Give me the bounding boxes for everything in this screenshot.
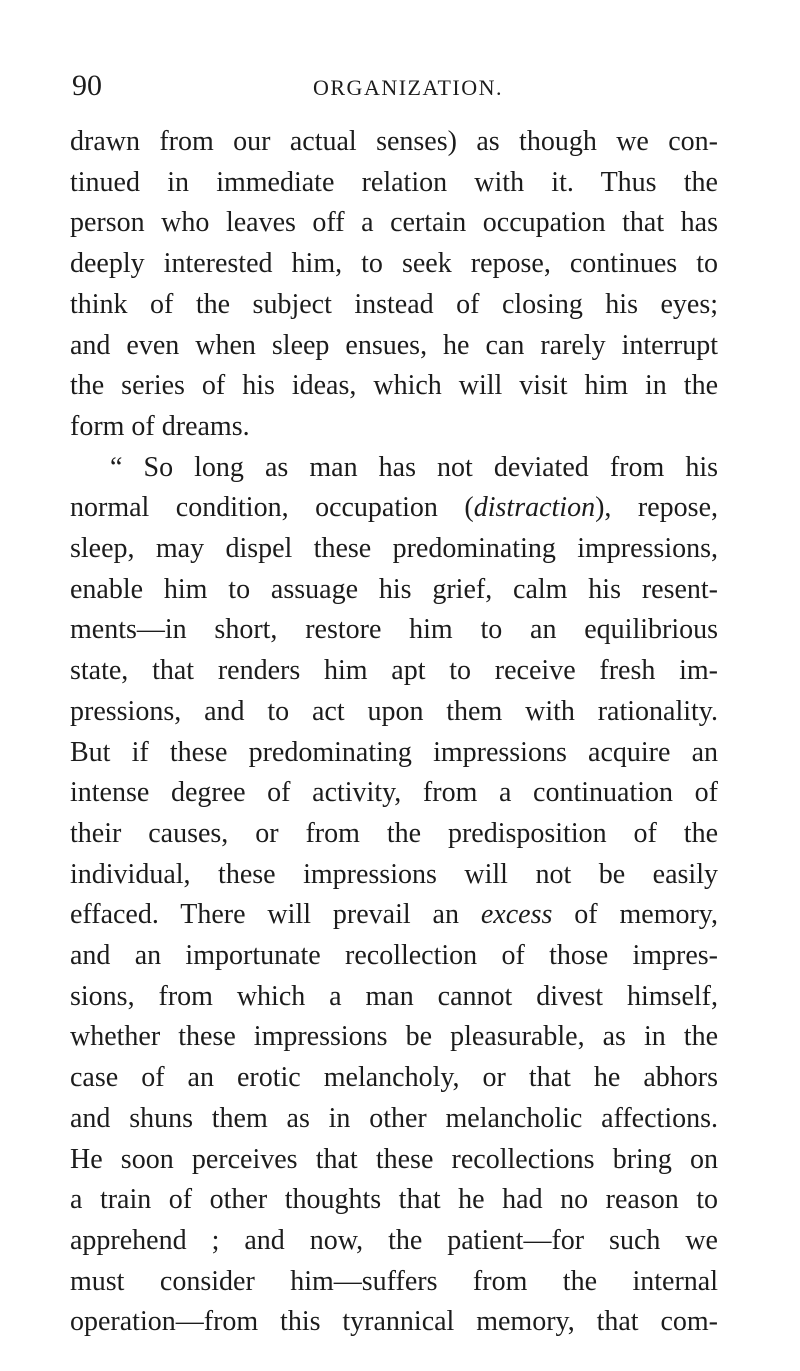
text-line: drawn from our actual senses) as though we con-: [70, 126, 718, 157]
text-line: deeply interested him, to seek repose, continues to: [70, 248, 718, 280]
text-line: “ So long as man has not deviated from his: [110, 451, 718, 483]
text-line: whether these impressions be pleasurable, as in the: [70, 1021, 718, 1053]
text-line: think of the subject instead of closing his eyes;: [70, 288, 718, 320]
text-line: operation—from this tyrannical memory, that com-: [70, 1306, 718, 1338]
text-line: case of an erotic melancholy, or that he abhors: [70, 1062, 718, 1094]
text-segment: of memory,: [552, 899, 718, 931]
text-line: must consider him—suffers from the internal: [70, 1265, 718, 1297]
text-line: [70, 488, 718, 529]
italic-term: excess: [480, 899, 553, 931]
text-line: and even when sleep ensues, he can rarely interrupt: [70, 329, 718, 361]
text-line: state, that renders him apt to receive fresh im-: [70, 655, 718, 687]
text-line: apprehend ; and now, the patient—for such we: [70, 1224, 718, 1256]
running-head: [72, 66, 720, 106]
text-segment: normal condition, occupation (: [70, 492, 474, 524]
text-line: form of dreams.: [70, 410, 250, 442]
text-line: tinued in immediate relation with it. Thus the: [70, 166, 718, 198]
text-line: and an importunate recollection of those impres-: [70, 940, 718, 972]
text-line: He soon perceives that these recollections bring on: [70, 1143, 718, 1175]
text-line: sions, from which a man cannot divest himself,: [70, 980, 718, 1012]
text-line: their causes, or from the predisposition of the: [70, 817, 718, 849]
text-line: ments—in short, restore him to an equilibrious: [70, 614, 718, 646]
text-segment: effaced. There will prevail an: [70, 899, 481, 931]
text-line: enable him to assuage his grief, calm his resent-: [70, 573, 718, 605]
page-number: 90: [72, 69, 102, 102]
text-line: a train of other thoughts that he had no reason to: [70, 1184, 718, 1216]
text-segment: ), repose,: [595, 492, 718, 524]
text-line: sleep, may dispel these predominating impressions,: [70, 533, 718, 565]
text-line: [70, 895, 718, 936]
body-text: [70, 122, 718, 1343]
text-line: person who leaves off a certain occupation that has: [70, 207, 718, 239]
text-line: individual, these impressions will not be easily: [70, 858, 718, 890]
text-line: the series of his ideas, which will visit him in the: [70, 370, 718, 402]
text-line: intense degree of activity, from a continuation of: [70, 777, 718, 809]
running-title: ORGANIZATION.: [313, 75, 503, 100]
italic-term: distraction: [473, 492, 596, 524]
text-line: and shuns them as in other melancholic affections.: [70, 1102, 718, 1134]
text-line: pressions, and to act upon them with rationality.: [70, 695, 718, 727]
text-line: But if these predominating impressions acquire an: [70, 736, 718, 768]
